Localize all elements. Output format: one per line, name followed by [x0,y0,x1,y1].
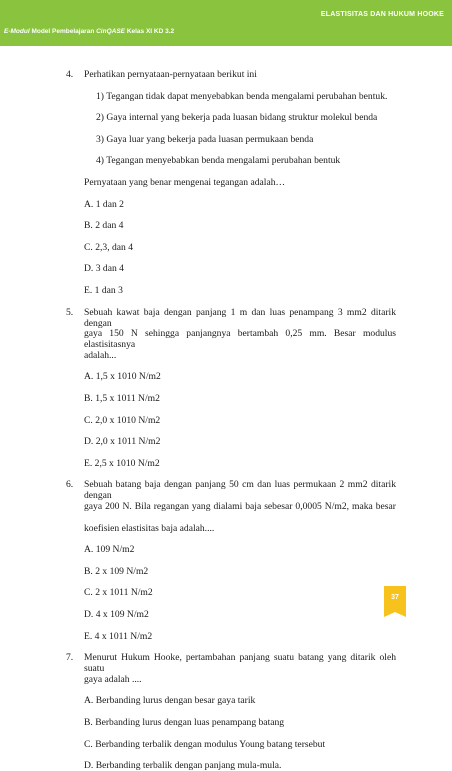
module-prefix: E-Modul [4,28,30,35]
q4-option: E. 1 dan 3 [84,285,123,296]
module-title [4,28,174,35]
q4-option: D. 3 dan 4 [84,263,124,274]
q7-option: B. Berbanding lurus dengan luas penampang batang [84,717,285,728]
q4-statement: 3) Gaya luar yang bekerja pada luasan permukaan benda [96,134,314,145]
section-title: ELASTISITAS DAN HUKUM HOOKE [320,11,444,18]
q4-statement: 2) Gaya internal yang bekerja pada luasan bidang struktur molekul benda [96,112,378,123]
q6-stem-line: koefisien elastisitas baja adalah.... [84,523,215,534]
q6-number: 6. [66,479,74,490]
q4-option: C. 2,3, dan 4 [84,242,134,253]
q7-number: 7. [66,652,74,663]
module-suffix: Kelas XI KD 3.2 [125,28,175,35]
q5-option: B. 1,5 x 1011 N/m2 [84,393,160,404]
q4-option: B. 2 dan 4 [84,220,124,231]
page-number: 37 [391,594,399,601]
q5-number: 5. [66,307,74,318]
header-band [0,0,452,46]
q4-number: 4. [66,69,74,80]
q4-prompt: Pernyataan yang benar mengenai tegangan adalah… [84,177,286,188]
q6-option: E. 4 x 1011 N/m2 [84,631,153,642]
q7-stem-line: gaya adalah .... [84,674,142,685]
q4-stem: Perhatikan pernyataan-pernyataan berikut ini [84,69,257,80]
q4-option: A. 1 dan 2 [84,199,124,210]
q6-option: B. 2 x 109 N/m2 [84,566,149,577]
q6-option: A. 109 N/m2 [84,544,135,555]
q7-option: D. Berbanding terbalik dengan panjang mula-mula. [84,760,282,771]
q6-stem-line: Sebuah batang baja dengan panjang 50 cm dan luas permukaan 2 mm2 ditarik dengan [84,479,396,501]
q7-option: A. Berbanding lurus dengan besar gaya tarik [84,695,256,706]
q7-option: C. Berbanding terbalik dengan modulus Young batang tersebut [84,739,326,750]
q6-option: D. 4 x 109 N/m2 [84,609,149,620]
q5-stem-line: Sebuah kawat baja dengan panjang 1 m dan luas penampang 3 mm2 ditarik dengan [84,307,396,329]
q5-option: A. 1,5 x 1010 N/m2 [84,371,161,382]
q4-statement: 1) Tegangan tidak dapat menyebabkan benda mengalami perubahan bentuk. [96,91,388,102]
q5-stem-line: adalah... [84,350,117,361]
q6-stem-line: gaya 200 N. Bila regangan yang dialami baja sebesar 0,0005 N/m2, maka besar [84,501,396,512]
q5-option: C. 2,0 x 1010 N/m2 [84,415,161,426]
q7-stem-line: Menurut Hukum Hooke, pertambahan panjang suatu batang yang ditarik oleh suatu [84,652,396,674]
q5-option: D. 2,0 x 1011 N/m2 [84,436,161,447]
q6-option: C. 2 x 1011 N/m2 [84,587,153,598]
module-name: CinQASE [96,28,126,35]
q5-stem-line: gaya 150 N sehingga panjangnya bertambah 0,25 mm. Besar modulus elastisitasnya [84,328,396,350]
module-mid: Model Pembelajaran [29,28,97,35]
q5-option: E. 2,5 x 1010 N/m2 [84,458,160,469]
q4-statement: 4) Tegangan menyebabkan benda mengalami perubahan bentuk [96,155,341,166]
page-number-badge [384,586,406,612]
